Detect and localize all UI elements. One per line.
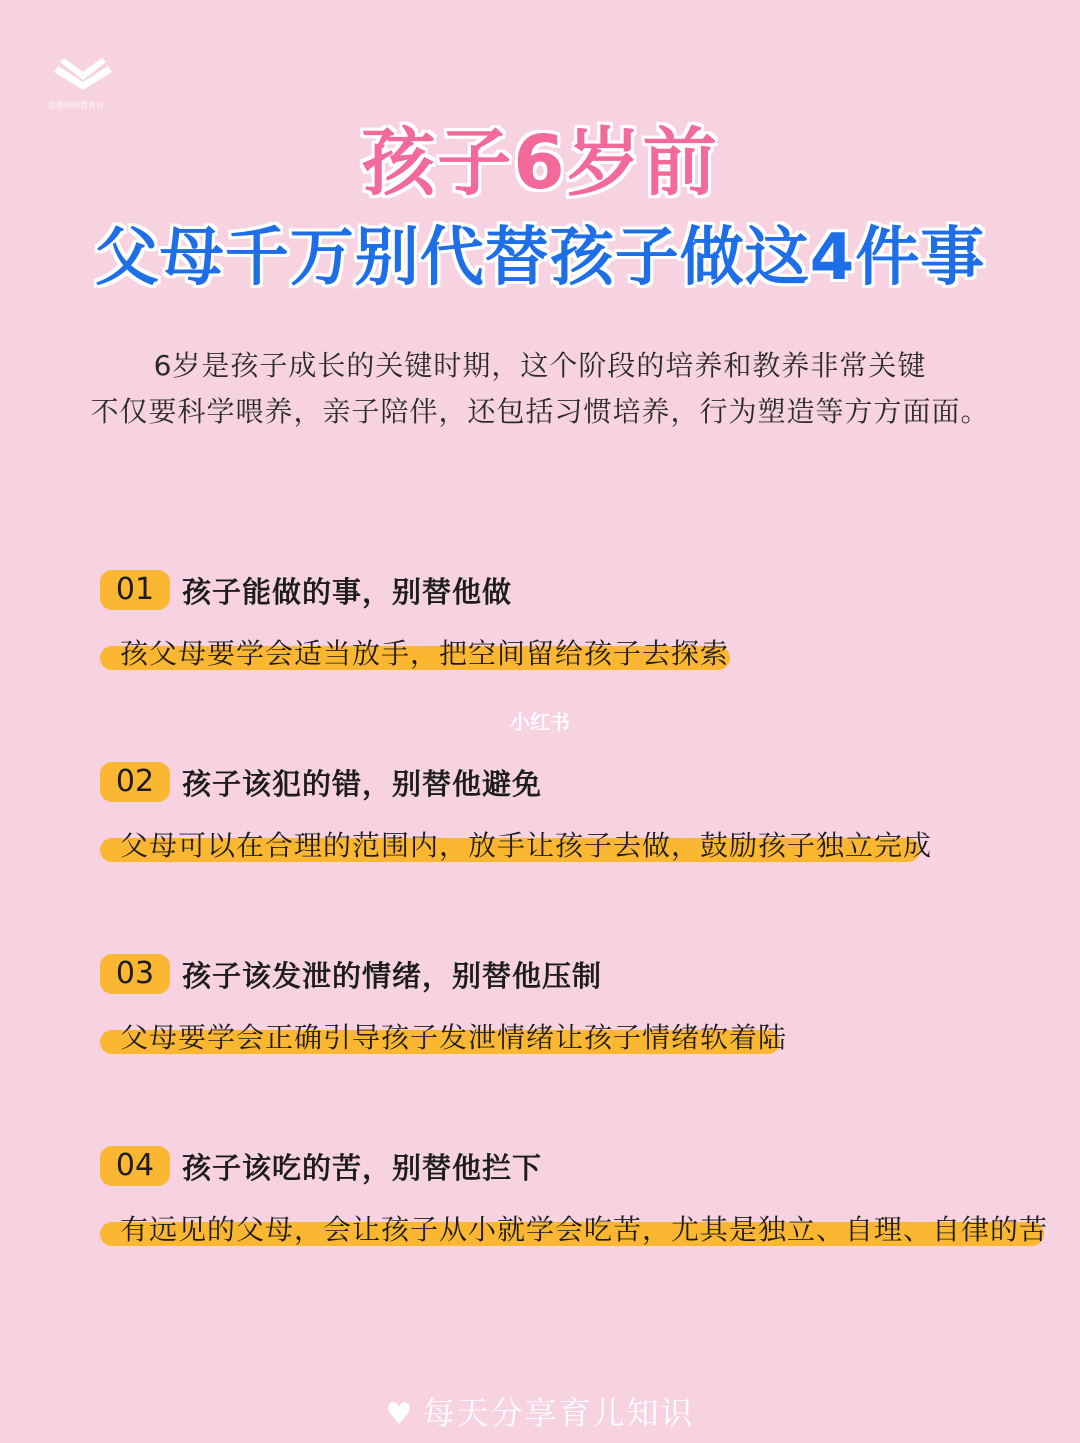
item-heading-2 xyxy=(100,760,542,804)
item-number-badge: 04 xyxy=(100,1146,170,1186)
item-description-text: 孩父母要学会适当放手，把空间留给孩子去探索 xyxy=(120,637,730,670)
page-subtitle: 父母千万别代替孩子做这4件事 xyxy=(94,221,986,295)
item-number-badge: 02 xyxy=(100,762,170,802)
item-heading-1 xyxy=(100,568,512,612)
item-heading-3 xyxy=(100,952,602,996)
logo-text: 思维妈妈教育社 xyxy=(48,101,104,110)
heart-icon: ♥ xyxy=(385,1397,415,1432)
item-number-badge: 03 xyxy=(100,954,170,994)
item-heading-4 xyxy=(100,1144,542,1188)
item-description-text: 有远见的父母，会让孩子从小就学会吃苦，尤其是独立、自理、自律的苦 xyxy=(120,1213,1049,1246)
item-heading-text: 孩子该犯的错，别替他避免 xyxy=(182,766,543,801)
item-description-text: 父母要学会正确引导孩子发泄情绪让孩子情绪软着陆 xyxy=(120,1021,788,1054)
watermark: 小红书 xyxy=(510,710,570,734)
item-heading-text: 孩子该吃的苦，别替他拦下 xyxy=(182,1150,543,1185)
book-wings-icon xyxy=(48,56,118,96)
intro-line-2: 不仅要科学喂养，亲子陪伴，还包括习惯培养，行为塑造等方方面面。 xyxy=(90,395,990,428)
brand-logo xyxy=(48,56,122,110)
intro-line-1: 6岁是孩子成长的关键时期，这个阶段的培养和教养非常关键 xyxy=(153,349,927,382)
item-heading-text: 孩子能做的事，别替他做 xyxy=(182,574,513,609)
page-title: 孩子6岁前 xyxy=(361,120,719,206)
footer-tagline xyxy=(0,1388,1080,1434)
footer-text: 每天分享育儿知识 xyxy=(422,1394,695,1432)
item-description-text: 父母可以在合理的范围内，放手让孩子去做，鼓励孩子独立完成 xyxy=(120,829,933,862)
item-heading-text: 孩子该发泄的情绪，别替他压制 xyxy=(182,958,603,993)
item-number-badge: 01 xyxy=(100,570,170,610)
